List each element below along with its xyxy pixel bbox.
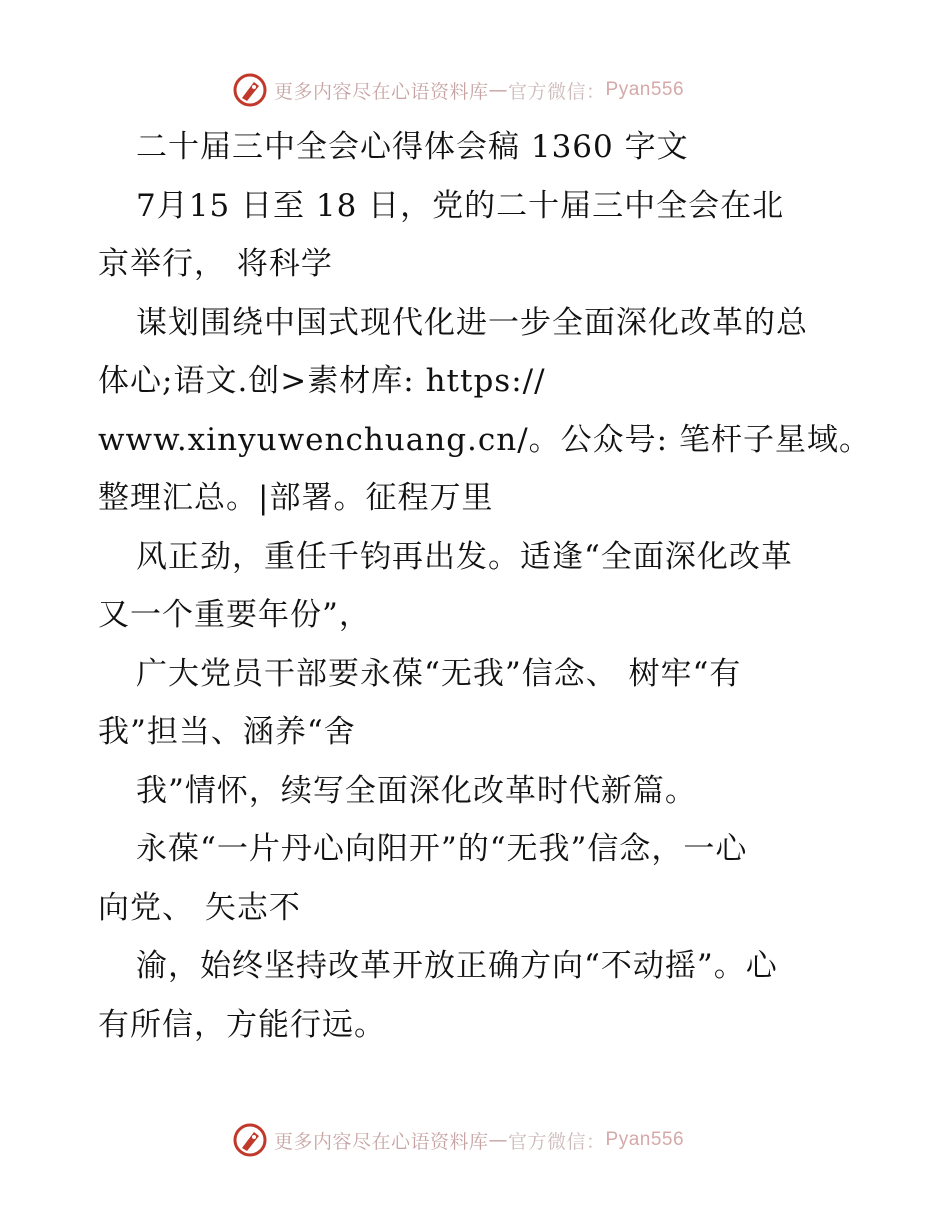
paragraph-line: 整理汇总。|部署。征程万里 <box>98 480 494 516</box>
paragraph-line: 渝，始终坚持改革开放正确方向“不动摇”。心 <box>136 948 778 984</box>
paragraph-line: 京举行， 将科学 <box>98 246 333 282</box>
banner-wechat-id: Pyan556 <box>605 1129 685 1150</box>
document-body <box>98 118 871 1054</box>
paragraph-line: 谋划围绕中国式现代化进一步全面深化改革的总 <box>136 304 808 341</box>
banner-wechat-id: Pyan556 <box>605 79 685 100</box>
paragraph-line: 又一个重要年份”， <box>98 597 371 633</box>
paragraph-line: 向党、 矢志不 <box>98 889 301 926</box>
paragraph-line: www.xinyuwenchuang.cn/。公众号: 笔杆子星域。 <box>98 421 871 458</box>
banner-site-name: 更多内容尽在心语资料库 <box>274 80 489 103</box>
paragraph-line: 我”情怀，续写全面深化改革时代新篇。 <box>136 772 697 809</box>
banner-wechat-label: 官方微信： <box>508 1130 606 1153</box>
banner-site-name: 更多内容尽在心语资料库 <box>274 1130 489 1153</box>
paragraph-line: 体心;语文.创>素材库: https:// <box>98 363 546 399</box>
banner-separator: — <box>488 1129 509 1151</box>
header-banner <box>232 72 712 108</box>
paragraph-line: 有所信，方能行远。 <box>98 1006 386 1043</box>
paragraph-line: 永葆“一片丹心向阳开”的“无我”信念，一心 <box>136 831 748 867</box>
footer-banner <box>232 1122 712 1158</box>
pen-nib-logo-icon <box>232 72 268 108</box>
paragraph-line: 7月15 日至 18 日，党的二十届三中全会在北 <box>136 187 785 224</box>
paragraph-line: 风正劲，重任千钧再出发。适逢“全面深化改革 <box>136 538 793 575</box>
paragraph-line: 我”担当、涵养“舍 <box>98 714 356 750</box>
banner-separator: — <box>488 79 509 101</box>
banner-wechat-label: 官方微信： <box>508 80 606 103</box>
pen-nib-logo-icon <box>232 1122 268 1158</box>
paragraph-line: 广大党员干部要永葆“无我”信念、 树牢“有 <box>136 655 742 692</box>
document-title-line: 二十届三中全会心得体会稿 1360 字文 <box>136 129 689 165</box>
